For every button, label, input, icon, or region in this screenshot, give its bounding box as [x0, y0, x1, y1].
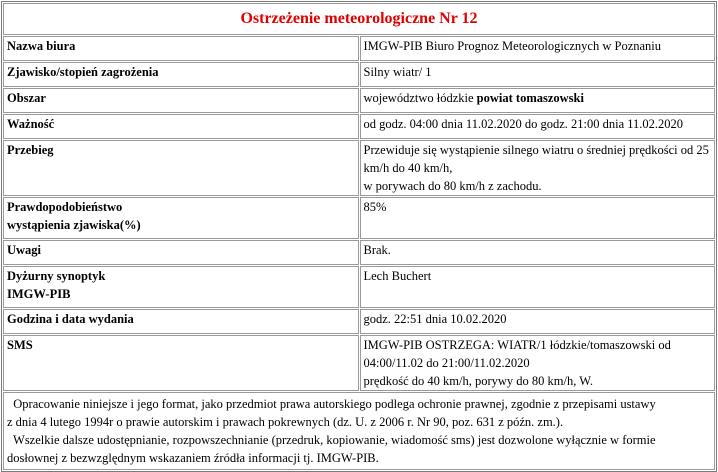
row-label-validity: Ważność — [3, 114, 359, 139]
table-row — [3, 88, 715, 113]
course-line-1: Przewiduje się wystąpienie silnego wiatru o średniej prędkości od 25 km/h do 40 km/h, — [363, 143, 709, 175]
table-row — [3, 140, 715, 196]
area-county: powiat tomaszowski — [476, 91, 584, 105]
table-row — [3, 36, 715, 61]
row-label-probability — [3, 197, 359, 239]
copyright-line-3: Wszelkie dalsze udostępnianie, rozpowszechnianie (przedruk, kopiowanie, wiadomość sms) jest dozwolone wyłącznie w formie — [7, 433, 656, 447]
row-label-office: Nazwa biura — [3, 36, 359, 61]
title-row — [3, 3, 715, 35]
row-value-phenomenon: Silny wiatr/ 1 — [360, 62, 716, 87]
row-label-issued: Godzina i data wydania — [3, 309, 359, 334]
row-label-area: Obszar — [3, 88, 359, 113]
row-value-sms — [360, 335, 716, 391]
table-row — [3, 114, 715, 139]
warning-table — [1, 1, 717, 472]
warning-document — [1, 1, 717, 472]
row-value-forecaster: Lech Buchert — [360, 266, 716, 308]
forecaster-label-line-1: Dyżurny synoptyk — [7, 269, 106, 283]
row-label-phenomenon: Zjawisko/stopień zagrożenia — [3, 62, 359, 87]
warning-title: Ostrzeżenie meteorologiczne Nr 12 — [3, 3, 715, 35]
area-voivodeship: województwo łódzkie — [363, 91, 477, 105]
row-label-course: Przebieg — [3, 140, 359, 196]
footer-row — [3, 392, 715, 470]
row-value-remarks: Brak. — [360, 240, 716, 265]
row-value-probability: 85% — [360, 197, 716, 239]
copyright-notice — [3, 392, 715, 470]
row-value-course — [360, 140, 716, 196]
row-value-issued: godz. 22:51 dnia 10.02.2020 — [360, 309, 716, 334]
row-value-office: IMGW-PIB Biuro Prognoz Meteorologicznych w Poznaniu — [360, 36, 716, 61]
course-line-2: w porywach do 80 km/h z zachodu. — [363, 179, 542, 193]
table-row — [3, 266, 715, 308]
row-value-area — [360, 88, 716, 113]
row-value-validity: od godz. 04:00 dnia 11.02.2020 do godz. 21:00 dnia 11.02.2020 — [360, 114, 716, 139]
table-row — [3, 335, 715, 391]
table-row — [3, 197, 715, 239]
copyright-line-4: dosłownej z bezwzględnym wskazaniem źródła informacji tj. IMGW-PIB. — [7, 451, 379, 465]
table-row — [3, 309, 715, 334]
table-row — [3, 62, 715, 87]
row-label-sms: SMS — [3, 335, 359, 391]
table-row — [3, 240, 715, 265]
sms-line-2: prędkość do 40 km/h, porywy do 80 km/h, W. — [363, 374, 594, 388]
copyright-line-1: Opracowanie niniejsze i jego format, jako przedmiot prawa autorskiego podlega ochronie prawnej, zgodnie z przepisami ustawy — [7, 397, 656, 411]
copyright-line-2: z dnia 4 lutego 1994r o prawie autorskim i prawach pokrewnych (dz. U. z 2006 r. Nr 90, poz. 631 z późn. zm.). — [7, 415, 564, 429]
probability-label-line-2: wystąpienia zjawiska(%) — [7, 218, 141, 232]
row-label-remarks: Uwagi — [3, 240, 359, 265]
row-label-forecaster — [3, 266, 359, 308]
forecaster-label-line-2: IMGW-PIB — [7, 287, 71, 301]
sms-line-1: IMGW-PIB OSTRZEGA: WIATR/1 łódzkie/tomaszowski od 04:00/11.02 do 21:00/11.02.2020 — [363, 338, 671, 370]
probability-label-line-1: Prawdopodobieństwo — [7, 200, 123, 214]
